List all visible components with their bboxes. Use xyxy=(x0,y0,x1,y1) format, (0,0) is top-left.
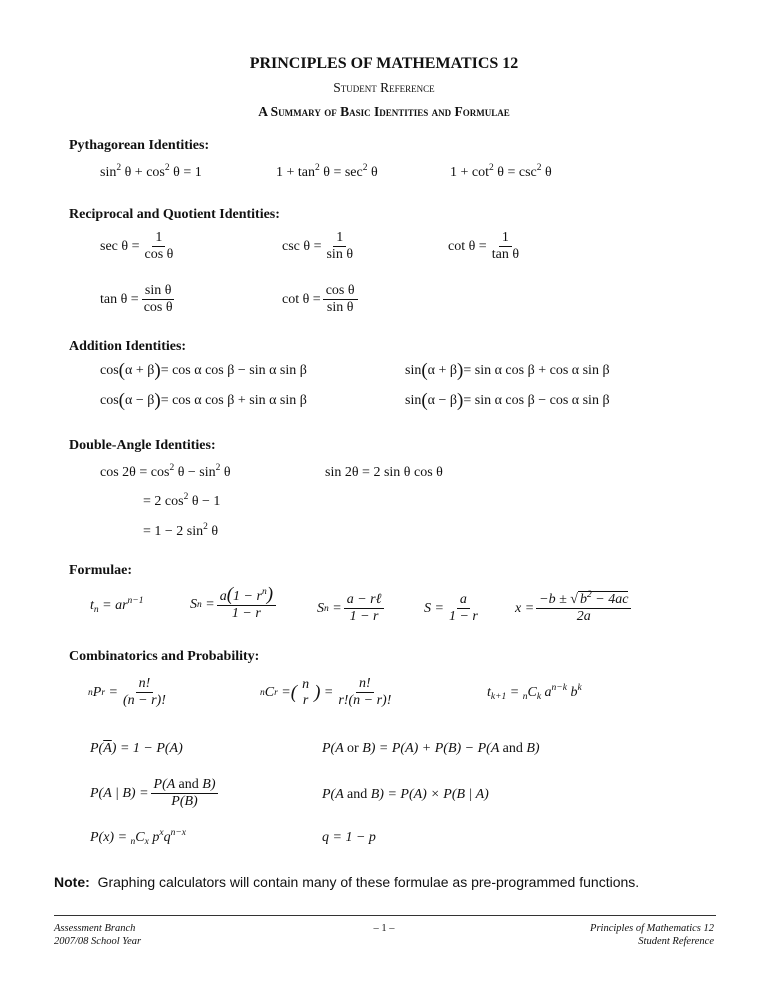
heading-formulae: Formulae: xyxy=(69,563,132,578)
formula-cot-quot: cot θ = $\frac{\text{cos θ}}{\text{sin θ}}$ xyxy=(282,283,360,316)
note xyxy=(54,874,639,890)
formula-sin-sum: sin ( α + β ) = sin α cos β + cos α sin β xyxy=(405,360,610,381)
formula-cos-double-1: $\cos 2\theta = \cos^2 \theta - \sin^2 \theta$ xyxy=(100,463,231,480)
formula-q: q = 1 − p xyxy=(322,830,376,845)
heading-addition: Addition Identities: xyxy=(69,339,187,354)
formula-cot-recip: cot θ = $\frac{1}{\text{tan θ}}$ xyxy=(448,230,520,262)
footer-right xyxy=(590,922,714,948)
heading-reciprocal: Reciprocal and Quotient Identities: xyxy=(69,207,280,222)
formula-sin-diff: sin ( α − β ) = sin α cos β − cos α sin β xyxy=(405,390,610,411)
page-title: PRINCIPLES OF MATHEMATICS 12 xyxy=(249,55,519,72)
formula-permutation: n P r = $\frac{n!}{(n - r)!}$ xyxy=(88,676,166,708)
note-text: Graphing calculators will contain many of these formulae as pre-programmed functions. xyxy=(97,874,640,890)
formula-sec: sec θ = $\frac{1}{\text{cos θ}}$ xyxy=(100,230,174,262)
formula-union: P(A or B) = P(A) + P(B) − P(A and B) xyxy=(322,741,540,756)
formula-infinite-sum: S = $\frac{a}{1 - r}$ xyxy=(424,592,478,624)
formula-tan-quot: tan θ = $\frac{\text{sin θ}}{\text{cos θ}}$ xyxy=(100,283,173,315)
formula-arith-term: $t_n = ar^{n-1}$ xyxy=(90,596,144,615)
note-label: Note: xyxy=(54,874,90,890)
formula-cos-double-3: = 1 − 2 $\sin^2 \theta$ xyxy=(143,522,219,539)
formula-combination: n C r = ( n r ) = $\frac{n!}{r!(n - r)!}$ xyxy=(260,676,392,708)
page-number: – 1 – xyxy=(373,923,395,934)
footer-left-line1: Assessment Branch xyxy=(54,923,136,934)
formula-complement: $P(\overline{A}) = 1 - P(A)$ xyxy=(90,741,183,756)
formula-sin-double: sin 2θ = 2 sin θ cos θ xyxy=(325,465,443,480)
formula-cos-sum: cos ( α + β ) = cos α cos β − sin α sin β xyxy=(100,360,307,381)
heading-pythagorean: Pythagorean Identities: xyxy=(69,138,210,153)
formula-csc: csc θ = $\frac{1}{\text{sin θ}}$ xyxy=(282,230,354,262)
footer-left-line2: 2007/08 School Year xyxy=(54,936,142,947)
footer-right-line1: Principles of Mathematics 12 xyxy=(590,923,714,934)
summary-title: A Summary of Basic Identities and Formulae xyxy=(258,104,510,119)
formula-pyth-2: $1 + \tan^2 \theta = \sec^2 \theta$ xyxy=(276,163,378,180)
heading-combinatorics: Combinatorics and Probability: xyxy=(69,649,260,664)
footer-divider xyxy=(54,915,716,916)
formula-cos-double-2: = 2 $\cos^2 \theta - 1$ xyxy=(143,492,221,509)
formula-intersection: P(A and B) = P(A) × P(B | A) xyxy=(322,787,489,802)
formula-conditional: P(A | B) = $\frac{\text{P(A and B)}}{P(B)}$ xyxy=(90,777,220,810)
formula-binomial-prob: $P(x) = _nC_x$ $p^xq^{n-x}$ xyxy=(90,828,186,847)
heading-double-angle: Double-Angle Identities: xyxy=(69,438,216,453)
formula-pyth-1: $\sin^2 \theta + \cos^2 \theta = 1$ xyxy=(100,163,202,180)
footer-right-line2: Student Reference xyxy=(638,936,714,947)
formula-cos-diff: cos ( α − β ) = cos α cos β + sin α sin β xyxy=(100,390,307,411)
formula-geom-sum-l: S n = $\frac{\text{a − rℓ}}{1 - r}$ xyxy=(317,592,386,625)
page-subtitle: Student Reference xyxy=(333,80,435,95)
formula-quadratic: x = $\frac{-b \pm √ b^2 - 4ac}{2a}$ xyxy=(515,592,633,625)
formula-geom-sum: S n = $\frac{a(1 - r^n)}{1 - r}$ xyxy=(190,588,278,622)
formula-pyth-3: $1 + \cot^2 \theta = \csc^2 \theta$ xyxy=(450,163,552,180)
formula-binomial-term: $t_{k+1} = _nC_k$ $a^{n-k}$ $b^k$ xyxy=(487,683,582,702)
